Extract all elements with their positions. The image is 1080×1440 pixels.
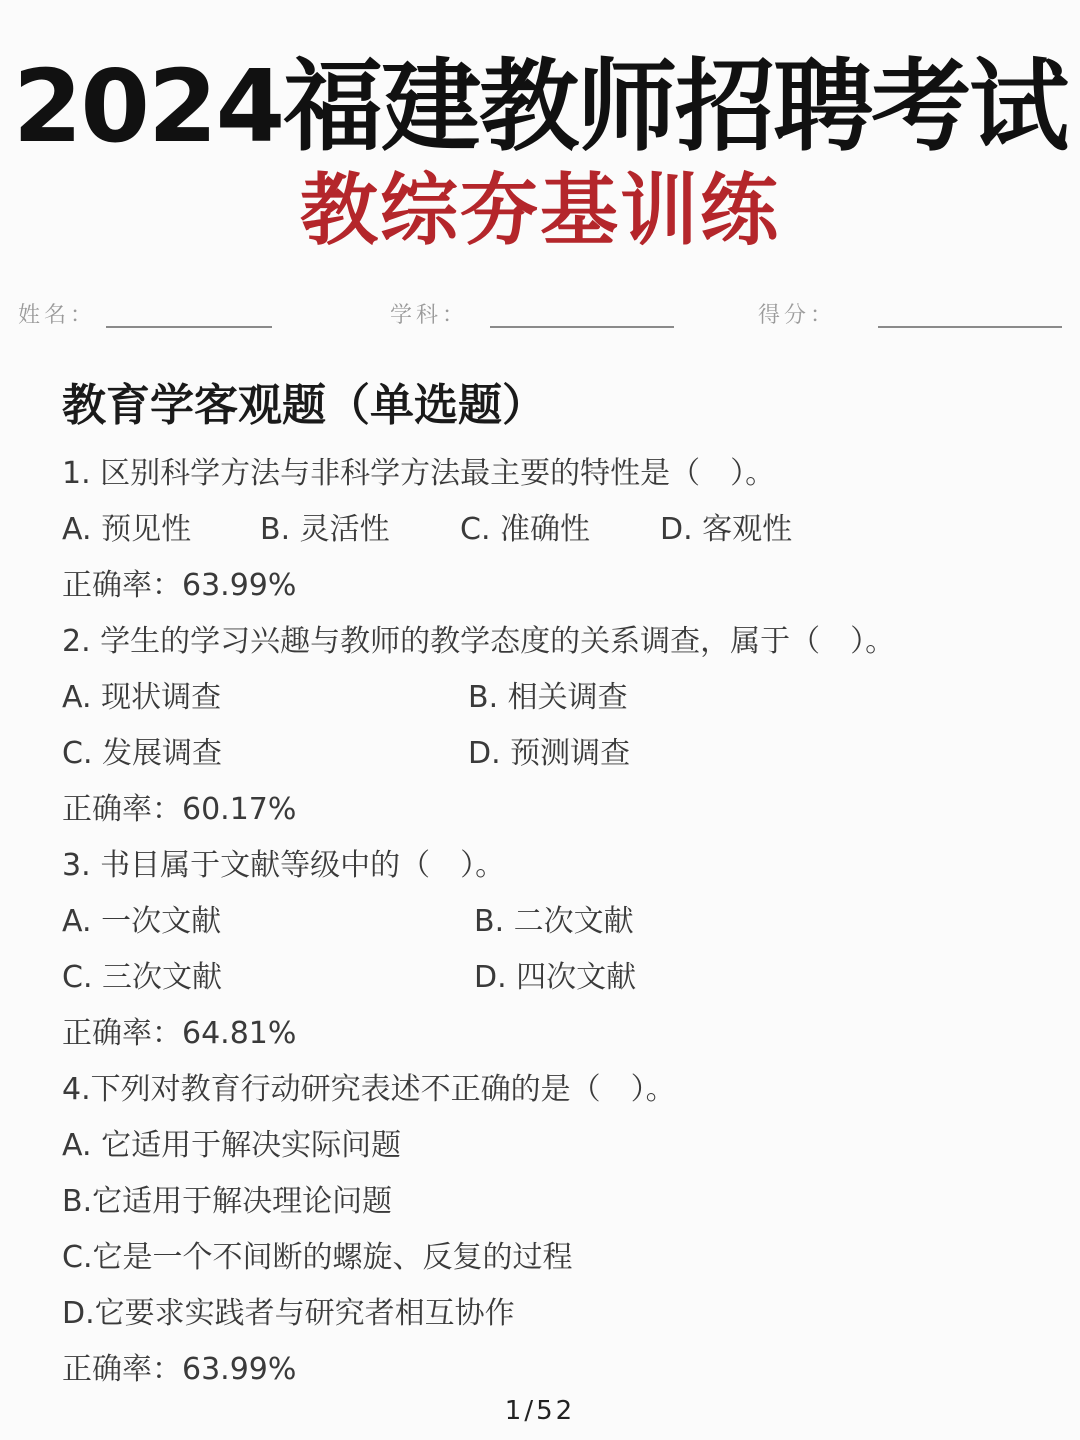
question-4-stem: 4.下列对教育行动研究表述不正确的是（ ）。 bbox=[62, 1072, 676, 1107]
question-2-accuracy: 正确率：60.17% bbox=[62, 792, 297, 827]
page-number: 1/52 bbox=[504, 1396, 576, 1426]
subject-blank-line bbox=[490, 326, 674, 328]
section-title: 教育学客观题（单选题） bbox=[62, 380, 546, 431]
subject-label: 学科： bbox=[390, 303, 469, 328]
question-2-option-c: C. 发展调查 bbox=[62, 736, 223, 771]
question-3-stem: 3. 书目属于文献等级中的（ ）。 bbox=[62, 848, 506, 883]
question-2-stem: 2. 学生的学习兴趣与教师的教学态度的关系调查，属于（ ）。 bbox=[62, 624, 896, 659]
question-1-stem: 1. 区别科学方法与非科学方法最主要的特性是（ ）。 bbox=[62, 456, 776, 491]
student-info-fields bbox=[0, 296, 1080, 336]
question-2-option-a: A. 现状调查 bbox=[62, 680, 222, 715]
question-1-option-c: C. 准确性 bbox=[460, 512, 591, 547]
question-4-option-b: B.它适用于解决理论问题 bbox=[62, 1184, 393, 1219]
question-4-accuracy: 正确率：63.99% bbox=[62, 1352, 297, 1387]
question-1-option-b: B. 灵活性 bbox=[260, 512, 390, 547]
question-4-option-a: A. 它适用于解决实际问题 bbox=[62, 1128, 402, 1163]
page-title: 2024福建教师招聘考试 bbox=[12, 48, 1068, 165]
question-3-accuracy: 正确率：64.81% bbox=[62, 1016, 297, 1051]
page-subtitle: 教综夯基训练 bbox=[299, 166, 780, 256]
name-blank-line bbox=[106, 326, 272, 328]
name-label: 姓名： bbox=[18, 303, 97, 328]
score-blank-line bbox=[878, 326, 1062, 328]
question-4-option-d: D.它要求实践者与研究者相互协作 bbox=[62, 1296, 515, 1331]
question-3-option-d: D. 四次文献 bbox=[474, 960, 637, 995]
question-2-option-d: D. 预测调查 bbox=[468, 736, 631, 771]
question-3-option-b: B. 二次文献 bbox=[474, 904, 634, 939]
question-1-accuracy: 正确率：63.99% bbox=[62, 568, 297, 603]
question-3-option-c: C. 三次文献 bbox=[62, 960, 223, 995]
question-3-option-a: A. 一次文献 bbox=[62, 904, 222, 939]
question-1-option-a: A. 预见性 bbox=[62, 512, 192, 547]
question-2-option-b: B. 相关调查 bbox=[468, 680, 628, 715]
question-4-option-c: C.它是一个不间断的螺旋、反复的过程 bbox=[62, 1240, 573, 1275]
score-label: 得分： bbox=[758, 303, 837, 328]
question-1-option-d: D. 客观性 bbox=[660, 512, 793, 547]
